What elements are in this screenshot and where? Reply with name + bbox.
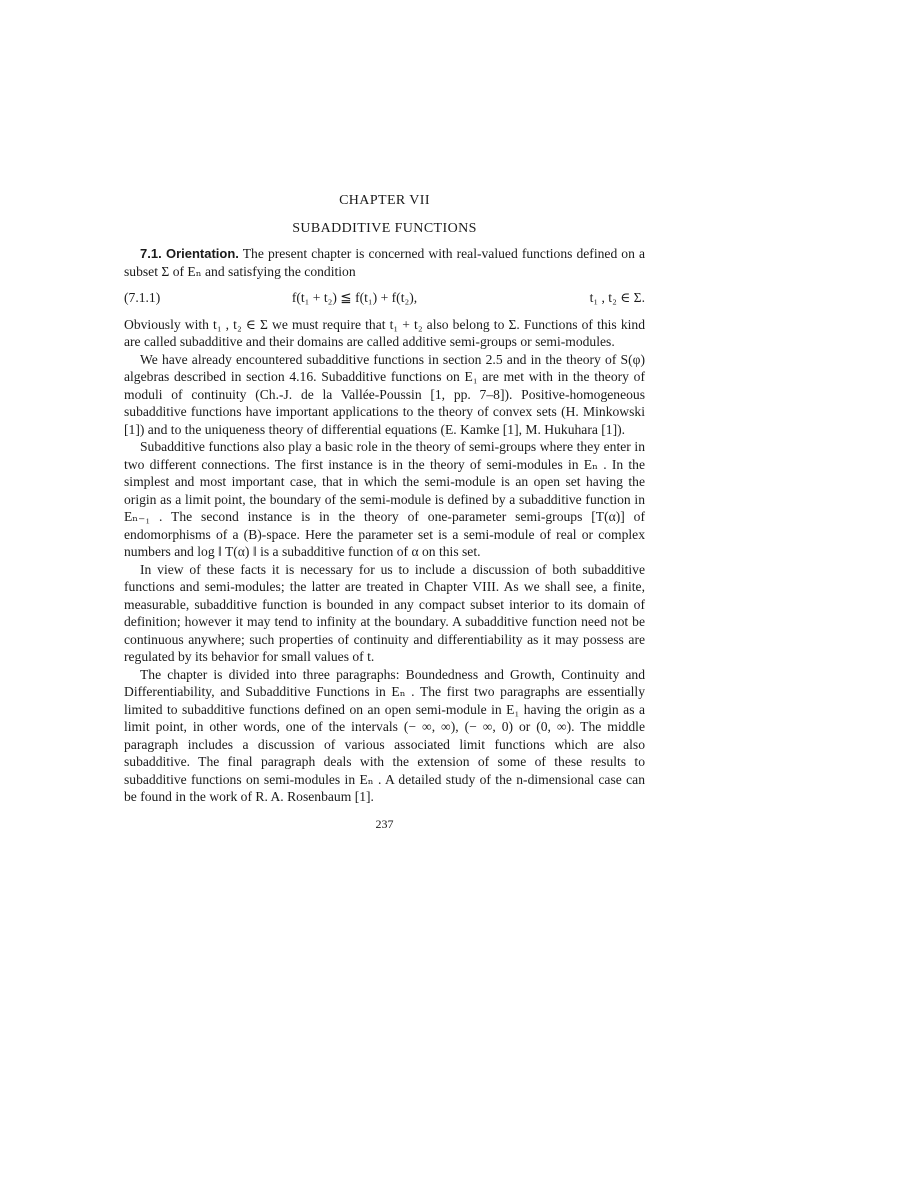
- page-body: [124, 192, 645, 833]
- paragraph-5: The chapter is divided into three paragraphs: Boundedness and Growth, Continuity and Differentiability, and Subadditive Functions in Eₙ . The first two paragraphs are essentially limited to subadditive functions defined on an open semi-module in E₁ having the origin as a limit point, in other words, one of the intervals (− ∞, ∞), (− ∞, 0) or (0, ∞). The middle paragraph includes a discussion of various associated limit functions which are also subadditive. The final paragraph deals with the extension of some of these results to subadditive functions on semi-modules in Eₙ . A detailed study of the n-dimensional case can be found in the work of R. A. Rosenbaum [1].: [124, 666, 645, 804]
- section-intro-text: The present chapter is concerned with real-valued functions defined on a subset Σ of Eₙ and satisfying the condition: [124, 246, 645, 279]
- section-heading: 7.1. Orientation.: [140, 246, 239, 261]
- equation-formula: f(t₁ + t₂) ≦ f(t₁) + f(t₂),: [291, 290, 418, 305]
- paragraph-1: Obviously with t₁ , t₂ ∈ Σ we must require that t₁ + t₂ also belong to Σ. Functions of this kind are called subadditive and their domains are called additive semi-groups or semi-modules.: [124, 316, 645, 349]
- paragraph-3: Subadditive functions also play a basic role in the theory of semi-groups where they enter in two different connections. The first instance is in the theory of semi-modules in Eₙ . In the simplest and most important case, that in which the semi-module is an open set having the origin as a limit point, the boundary of the semi-module is defined by a subadditive function in Eₙ₋₁ . The second instance is in the theory of one-parameter semi-groups [T(α)] of endomorphisms of a (B)-space. Here the parameter set is a semi-module of real or complex numbers and log ‖ T(α) ‖ is a subadditive function of α on this set.: [124, 439, 645, 559]
- paragraph-2: We have already encountered subadditive functions in section 2.5 and in the theory of S(φ) algebras described in section 4.16. Subadditive functions on E₁ are met with in the theory of moduli of continuity (Ch.-J. de la Vallée-Poussin [1, pp. 7–8]). Positive-homogeneous subadditive functions have important applications to the theory of convex sets (H. Minkowski [1]) and to the uniqueness theory of differential equations (E. Kamke [1], M. Hukuhara [1]).: [124, 351, 645, 437]
- section-intro: [124, 245, 645, 280]
- chapter-number: CHAPTER VII: [339, 193, 430, 208]
- equation-domain: t₁ , t₂ ∈ Σ.: [589, 290, 645, 305]
- equation-7-1-1: [124, 289, 645, 307]
- equation-label: (7.1.1): [124, 290, 161, 305]
- chapter-title: SUBADDITIVE FUNCTIONS: [292, 220, 477, 236]
- paragraph-4: In view of these facts it is necessary for us to include a discussion of both subadditive functions and semi-modules; the latter are treated in Chapter VIII. As we shall see, a finite, measurable, subadditive function is bounded in any compact subset interior to its domain of definition; however it may tend to infinity at the boundary. A subadditive function need not be continuous anywhere; such properties of continuity and differentiability as it may possess are regulated by its behavior for small values of t.: [124, 561, 645, 664]
- page-number: 237: [375, 816, 394, 831]
